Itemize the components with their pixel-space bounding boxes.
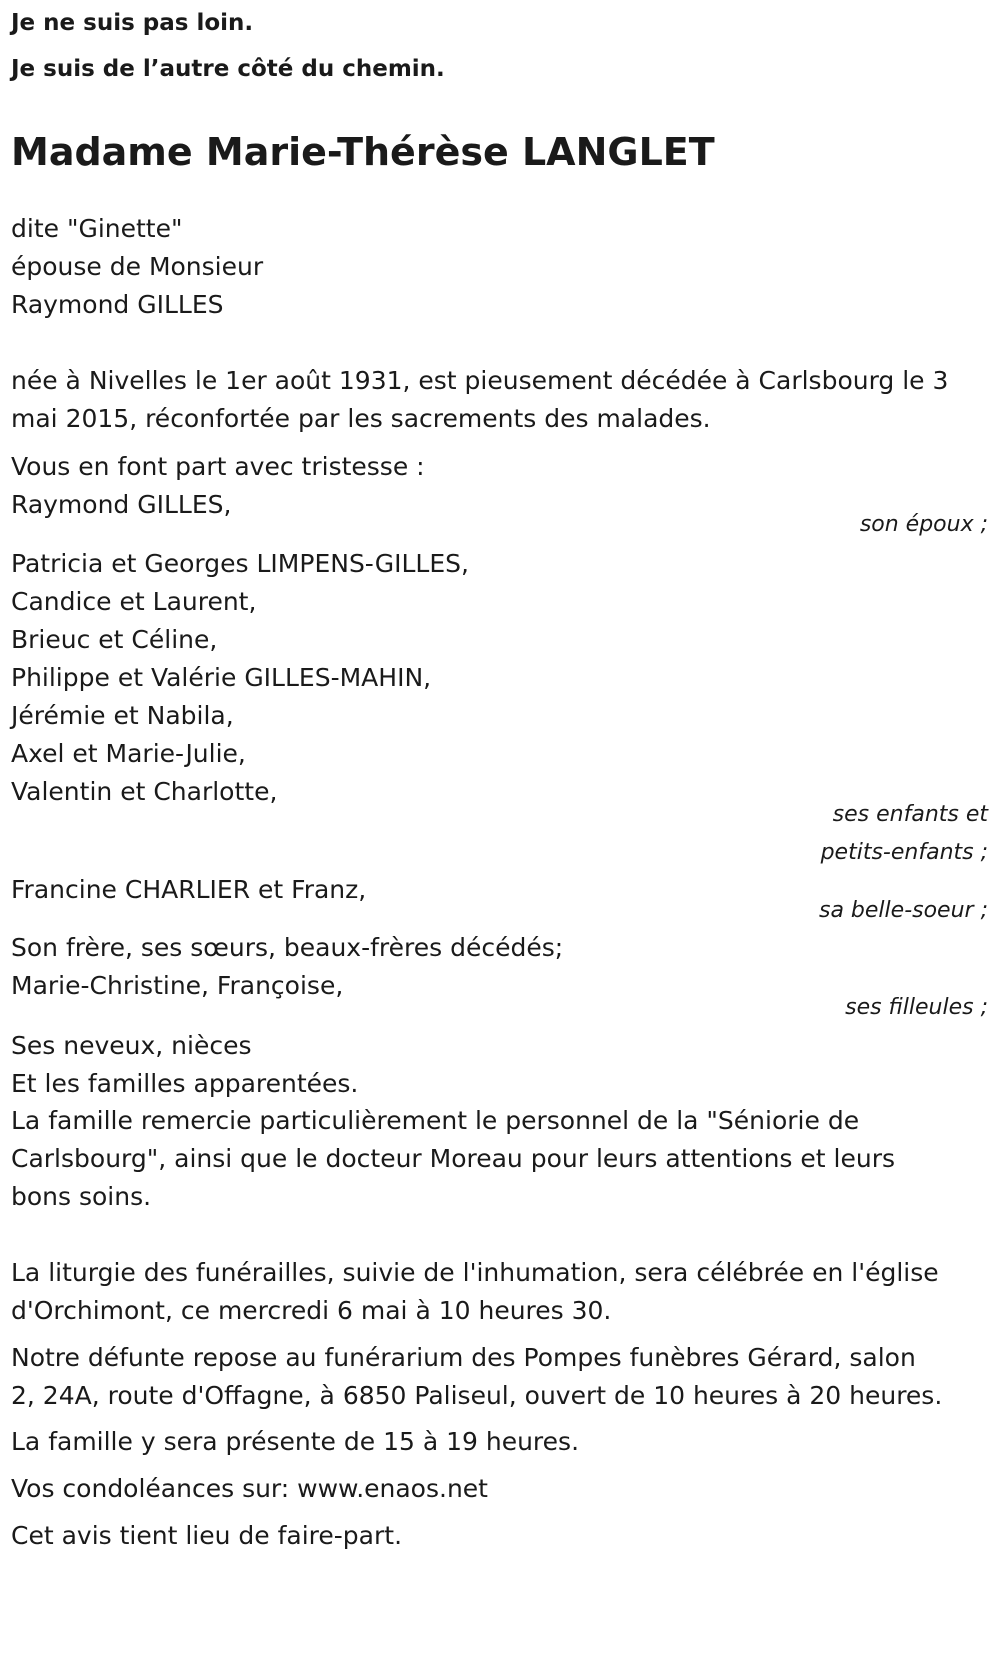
child-line: Brieuc et Céline, bbox=[11, 625, 218, 654]
announcement: Vous en font part avec tristesse : bbox=[11, 452, 425, 481]
intro-spouse-label: épouse de Monsieur bbox=[11, 252, 264, 281]
sister-in-law-name: Francine CHARLIER et Franz, bbox=[11, 875, 367, 904]
spouse-name: Raymond GILLES, bbox=[11, 490, 232, 519]
child-line: Axel et Marie-Julie, bbox=[11, 739, 246, 768]
nephews-line: Ses neveux, nièces bbox=[11, 1031, 252, 1060]
spouse-relation: son époux ; bbox=[859, 512, 988, 537]
deceased-name: Madame Marie-Thérèse LANGLET bbox=[11, 130, 715, 174]
child-line: Jérémie et Nabila, bbox=[11, 701, 234, 730]
condolences-line: Vos condoléances sur: www.enaos.net bbox=[11, 1474, 488, 1503]
siblings-line: Son frère, ses sœurs, beaux-frères décédés; bbox=[11, 933, 564, 962]
child-line: Valentin et Charlotte, bbox=[11, 777, 278, 806]
birth-death-line-1: née à Nivelles le 1er août 1931, est pieusement décédée à Carlsbourg le 3 bbox=[11, 366, 949, 395]
child-line: Philippe et Valérie GILLES-MAHIN, bbox=[11, 663, 432, 692]
thanks-line-2: Carlsbourg", ainsi que le docteur Moreau pour leurs attentions et leurs bbox=[11, 1144, 895, 1173]
repose-line-1: Notre défunte repose au funérarium des Pompes funèbres Gérard, salon bbox=[11, 1343, 916, 1372]
liturgy-line-1: La liturgie des funérailles, suivie de l'inhumation, sera célébrée en l'église bbox=[11, 1258, 939, 1287]
closing-line: Cet avis tient lieu de faire-part. bbox=[11, 1521, 403, 1550]
thanks-line-3: bons soins. bbox=[11, 1182, 152, 1211]
thanks-line-1: La famille remercie particulièrement le personnel de la "Séniorie de bbox=[11, 1106, 860, 1135]
intro-nickname: dite "Ginette" bbox=[11, 214, 183, 243]
goddaughters-name: Marie-Christine, Françoise, bbox=[11, 971, 344, 1000]
family-present-line: La famille y sera présente de 15 à 19 heures. bbox=[11, 1427, 580, 1456]
epigraph-line-1: Je ne suis pas loin. bbox=[11, 10, 254, 36]
sister-in-law-relation: sa belle-soeur ; bbox=[819, 898, 988, 923]
children-relation-line-1: ses enfants et bbox=[832, 802, 988, 827]
child-line: Candice et Laurent, bbox=[11, 587, 257, 616]
liturgy-line-2: d'Orchimont, ce mercredi 6 mai à 10 heures 30. bbox=[11, 1296, 612, 1325]
epigraph-line-2: Je suis de l’autre côté du chemin. bbox=[11, 56, 445, 82]
children-relation-line-2: petits-enfants ; bbox=[820, 840, 988, 865]
intro-spouse-name: Raymond GILLES bbox=[11, 290, 224, 319]
goddaughters-relation: ses filleules ; bbox=[845, 995, 988, 1020]
birth-death-line-2: mai 2015, réconfortée par les sacrements des malades. bbox=[11, 404, 711, 433]
families-line: Et les familles apparentées. bbox=[11, 1069, 359, 1098]
repose-line-2: 2, 24A, route d'Offagne, à 6850 Paliseul, ouvert de 10 heures à 20 heures. bbox=[11, 1381, 943, 1410]
child-line: Patricia et Georges LIMPENS-GILLES, bbox=[11, 549, 469, 578]
